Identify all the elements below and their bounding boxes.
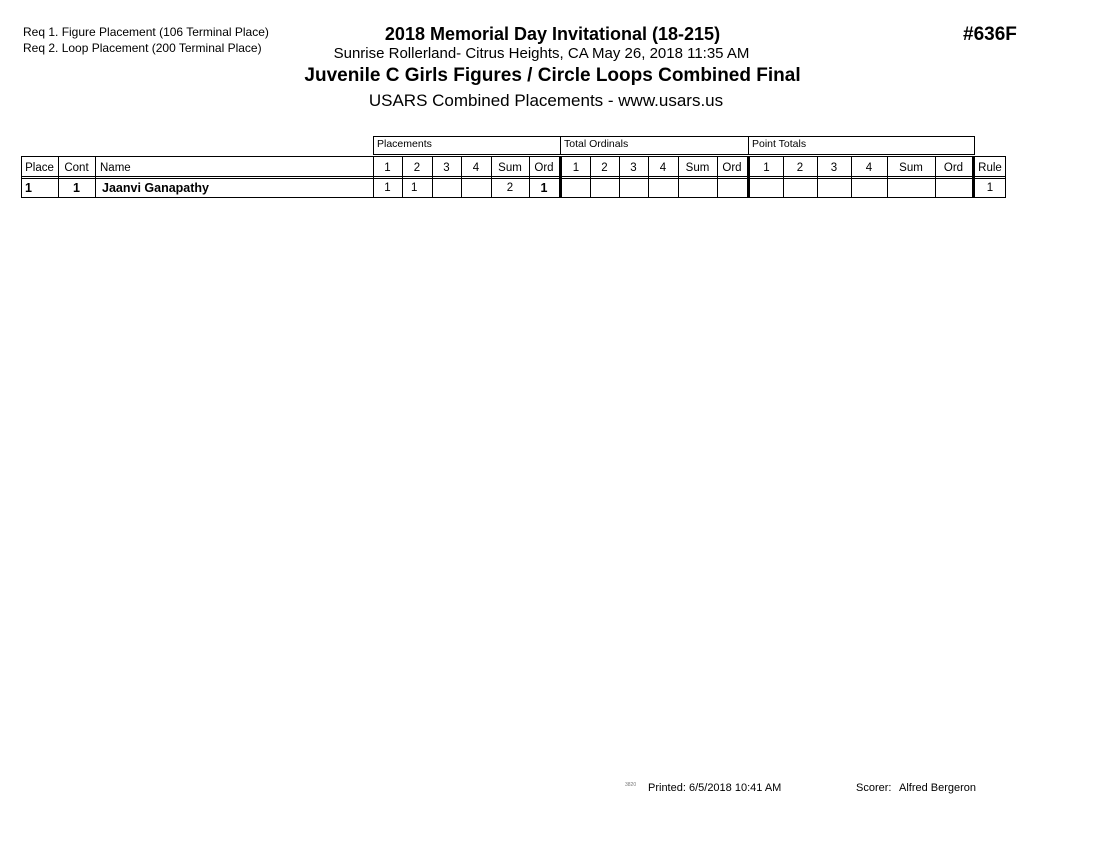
cell-ordinals-3 (619, 179, 648, 198)
cell-placements-ord: 1 (540, 181, 548, 195)
col-header-points-3: 3 (830, 162, 838, 174)
col-header-rule: Rule (978, 162, 1002, 174)
cell-points-3 (817, 179, 851, 198)
col-header-points-ord: Ord (943, 162, 964, 174)
cell-ordinals-sum (678, 179, 717, 198)
col-header-placements-ord: Ord (534, 162, 554, 174)
col-header-placements-1: 1 (384, 162, 391, 174)
col-header-points-2: 2 (796, 162, 804, 174)
col-divider (1005, 156, 1006, 198)
cell-ordinals-4 (648, 179, 678, 198)
report-code: 3820 (625, 782, 637, 788)
cell-placements-sum: 2 (506, 182, 514, 194)
col-header-ordinals-2: 2 (601, 162, 608, 174)
cell-place: 1 (25, 181, 32, 195)
cell-points-1 (750, 179, 783, 198)
col-header-ordinals-sum: Sum (685, 162, 710, 174)
col-header-ordinals-ord: Ord (722, 162, 742, 174)
cell-placements-4 (461, 179, 491, 198)
col-header-placements-4: 4 (472, 162, 480, 174)
cell-placements-3 (432, 179, 461, 198)
group-placements: Placements (373, 136, 561, 155)
cell-ordinals-2 (590, 179, 619, 198)
col-header-ordinals-1: 1 (572, 162, 580, 174)
col-header-placements-2: 2 (413, 162, 421, 174)
cell-points-4 (851, 179, 887, 198)
printed-timestamp: Printed: 6/5/2018 10:41 AM (648, 782, 782, 794)
event-title: Juvenile C Girls Figures / Circle Loops Combined Final (304, 65, 801, 86)
scorer-label: Scorer: (856, 782, 892, 794)
cell-name: Jaanvi Ganapathy (102, 181, 209, 195)
col-header-points-sum: Sum (899, 162, 923, 174)
group-total-ordinals: Total Ordinals (560, 136, 749, 155)
requirement-2: Req 2. Loop Placement (200 Terminal Place) (23, 41, 262, 55)
location-datetime: Sunrise Rollerland- Citrus Heights, CA May 26, 2018 11:35 AM (333, 45, 750, 62)
cell-ordinals-1 (562, 179, 590, 198)
cell-placements-2: 1 (411, 182, 418, 194)
group-point-totals: Point Totals (748, 136, 975, 155)
col-header-ordinals-3: 3 (630, 162, 637, 174)
cell-cont: 1 (73, 181, 80, 195)
requirement-1: Req 1. Figure Placement (106 Terminal Place) (23, 25, 269, 39)
col-header-placements-sum: Sum (498, 162, 522, 174)
cell-points-ord (935, 179, 972, 198)
competition-title: 2018 Memorial Day Invitational (18-215) (384, 24, 721, 44)
scorer-name: Alfred Bergeron (899, 782, 977, 794)
col-header-placements-3: 3 (443, 162, 450, 174)
cell-rule: 1 (986, 182, 994, 194)
col-header-place: Place (25, 162, 54, 174)
cell-points-2 (783, 179, 817, 198)
col-header-cont: Cont (64, 162, 89, 174)
col-header-points-4: 4 (865, 162, 873, 174)
col-header-points-1: 1 (763, 162, 770, 174)
cell-ordinals-ord (717, 179, 747, 198)
cell-points-sum (887, 179, 935, 198)
placements-subtitle: USARS Combined Placements - www.usars.us (368, 91, 724, 110)
event-code: #636F (963, 24, 1017, 45)
cell-placements-1: 1 (384, 182, 391, 194)
col-header-name: Name (100, 162, 131, 174)
col-header-ordinals-4: 4 (659, 162, 667, 174)
